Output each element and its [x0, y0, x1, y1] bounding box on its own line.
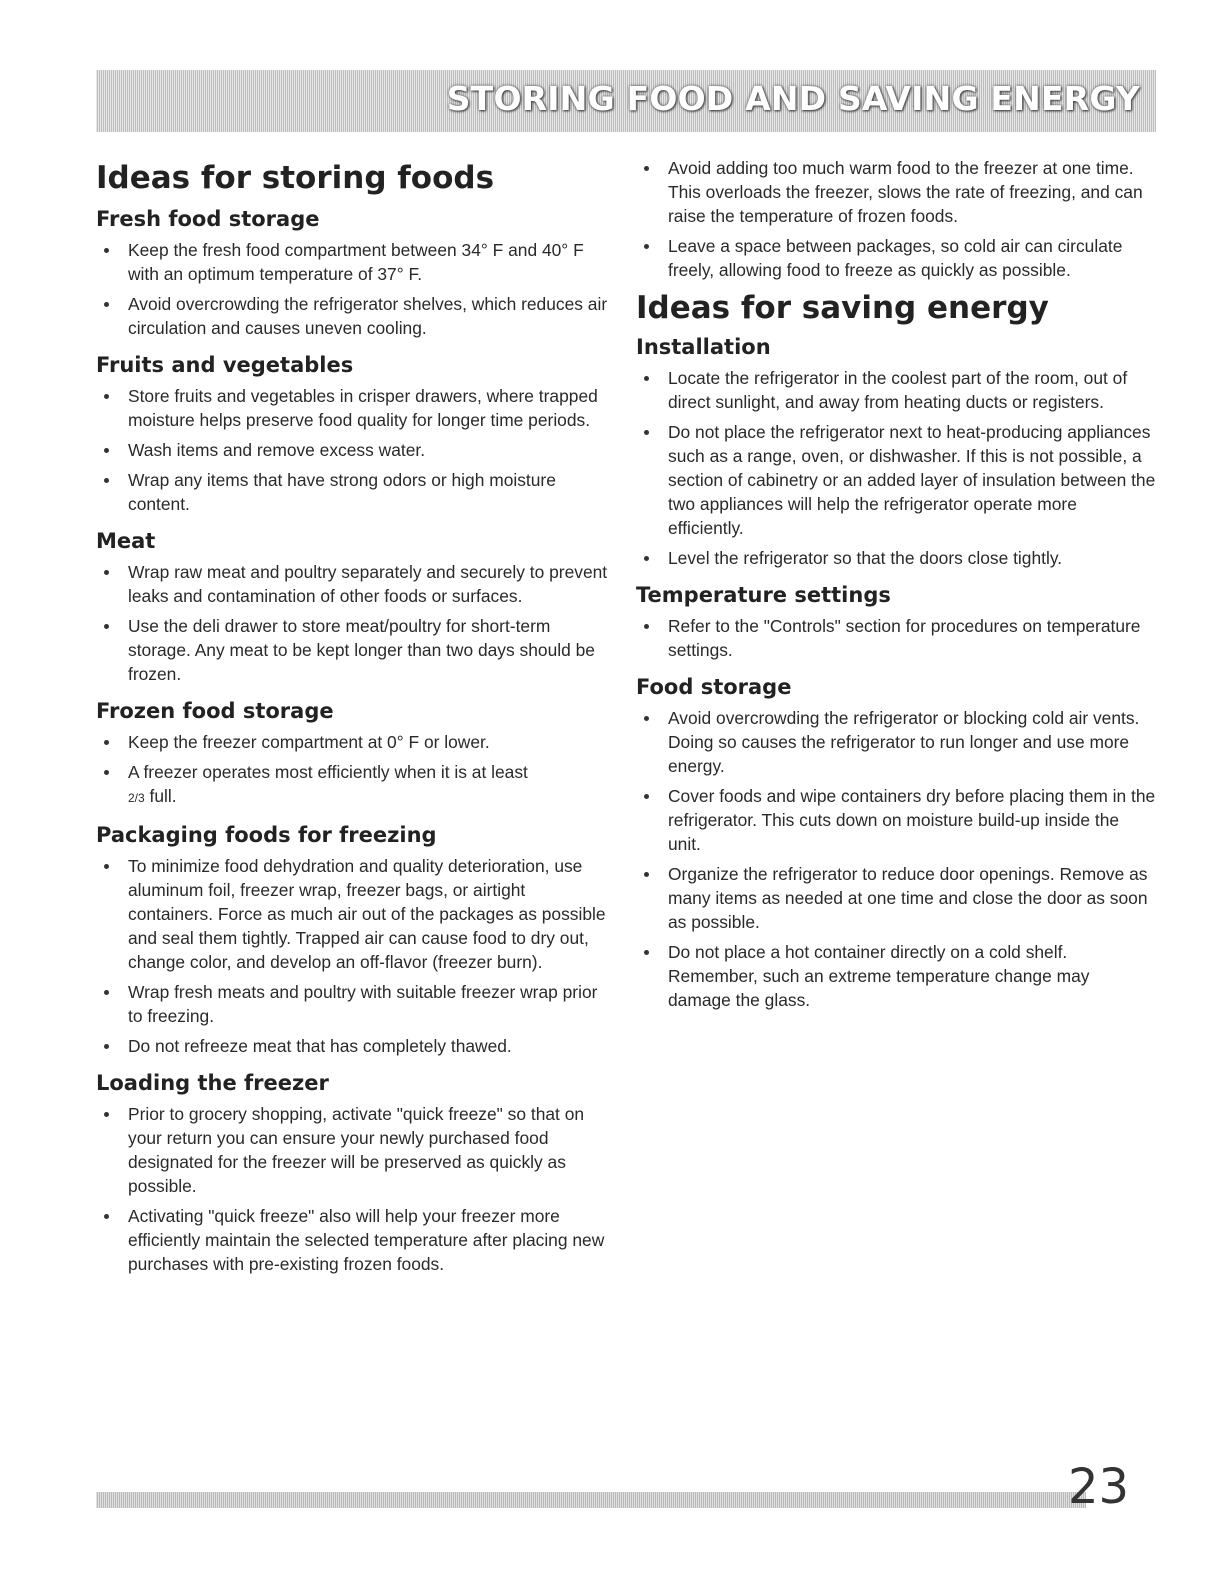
- list-item: To minimize food dehydration and quality deterioration, use aluminum foil, freezer wrap, freezer bags, or airtight containers. Force as much air out of the packages as possible and seal them tightly. Trapped air can cause food to dry out, change color, and develop an off-flavor (freezer burn).: [96, 854, 611, 974]
- list-item: Refer to the "Controls" section for procedures on temperature settings.: [636, 614, 1156, 662]
- list-item: Avoid overcrowding the refrigerator or blocking cold air vents. Doing so causes the refrigerator to run longer and use more energy.: [636, 706, 1156, 778]
- list-item: Wash items and remove excess water.: [96, 438, 611, 462]
- page-number: 23: [1068, 1459, 1130, 1515]
- section-heading-storing-foods: Ideas for storing foods: [96, 160, 495, 196]
- list-item-text: A freezer operates most efficiently when it is at least: [128, 762, 528, 782]
- section-heading-saving-energy: Ideas for saving energy: [636, 290, 1049, 326]
- subheading-installation: Installation: [636, 335, 771, 359]
- list-fruits-and-vegetables: [96, 384, 611, 516]
- list-item: Wrap raw meat and poultry separately and securely to prevent leaks and contamination of other foods or surfaces.: [96, 560, 611, 608]
- subheading-food-storage: Food storage: [636, 675, 792, 699]
- list-loading-the-freezer: [96, 1102, 611, 1276]
- header-banner: [96, 70, 1156, 132]
- subheading-fresh-food-storage: Fresh food storage: [96, 207, 320, 231]
- list-item: Level the refrigerator so that the doors close tightly.: [636, 546, 1156, 570]
- list-item-text-suffix: full.: [149, 786, 177, 806]
- list-item: Do not place a hot container directly on a cold shelf. Remember, such an extreme temperature change may damage the glass.: [636, 940, 1156, 1012]
- fraction-two-thirds: 2/3: [128, 791, 145, 805]
- list-packaging-foods: [96, 854, 611, 1058]
- list-item: Locate the refrigerator in the coolest part of the room, out of direct sunlight, and away from heating ducts or registers.: [636, 366, 1156, 414]
- subheading-temperature-settings: Temperature settings: [636, 583, 891, 607]
- list-temperature-settings: [636, 614, 1156, 662]
- list-item: Wrap any items that have strong odors or high moisture content.: [96, 468, 611, 516]
- list-item: Prior to grocery shopping, activate "quick freeze" so that on your return you can ensure your newly purchased food designated for the freezer will be preserved as quickly as possible.: [96, 1102, 611, 1198]
- list-frozen-food-storage: [96, 730, 611, 810]
- list-item: Avoid adding too much warm food to the freezer at one time. This overloads the freezer, slows the rate of freezing, and can raise the temperature of frozen foods.: [636, 156, 1156, 228]
- subheading-packaging-foods: Packaging foods for freezing: [96, 823, 437, 847]
- list-fresh-food-storage: [96, 238, 611, 340]
- subheading-frozen-food-storage: Frozen food storage: [96, 699, 334, 723]
- list-freezer-continued: [636, 156, 1156, 282]
- list-item: Store fruits and vegetables in crisper drawers, where trapped moisture helps preserve food quality for longer time periods.: [96, 384, 611, 432]
- right-column: [636, 150, 1156, 1018]
- list-item: Do not refreeze meat that has completely thawed.: [96, 1034, 611, 1058]
- list-item: Wrap fresh meats and poultry with suitable freezer wrap prior to freezing.: [96, 980, 611, 1028]
- list-item: Avoid overcrowding the refrigerator shelves, which reduces air circulation and causes uneven cooling.: [96, 292, 611, 340]
- list-item: Cover foods and wipe containers dry before placing them in the refrigerator. This cuts down on moisture build-up inside the unit.: [636, 784, 1156, 856]
- list-item: Use the deli drawer to store meat/poultry for short-term storage. Any meat to be kept longer than two days should be frozen.: [96, 614, 611, 686]
- list-food-storage: [636, 706, 1156, 1012]
- footer-rule: [96, 1492, 1086, 1508]
- list-installation: [636, 366, 1156, 570]
- subheading-meat: Meat: [96, 529, 156, 553]
- subheading-fruits-and-vegetables: Fruits and vegetables: [96, 353, 354, 377]
- subheading-loading-the-freezer: Loading the freezer: [96, 1071, 329, 1095]
- list-item: Do not place the refrigerator next to heat-producing appliances such as a range, oven, or dishwasher. If this is not possible, a section of cabinetry or an added layer of insulation between the two appliances will help the refrigerator operate more efficiently.: [636, 420, 1156, 540]
- left-column: [96, 150, 611, 1282]
- page-title: STORING FOOD AND SAVING ENERGY: [446, 79, 1140, 118]
- list-item: Organize the refrigerator to reduce door openings. Remove as many items as needed at one time and close the door as soon as possible.: [636, 862, 1156, 934]
- list-item: Activating "quick freeze" also will help your freezer more efficiently maintain the selected temperature after placing new purchases with pre-existing frozen foods.: [96, 1204, 611, 1276]
- list-item: Leave a space between packages, so cold air can circulate freely, allowing food to freeze as quickly as possible.: [636, 234, 1156, 282]
- list-item: Keep the fresh food compartment between 34° F and 40° F with an optimum temperature of 37° F.: [96, 238, 611, 286]
- list-item: [96, 760, 611, 810]
- list-meat: [96, 560, 611, 686]
- list-item: Keep the freezer compartment at 0° F or lower.: [96, 730, 611, 754]
